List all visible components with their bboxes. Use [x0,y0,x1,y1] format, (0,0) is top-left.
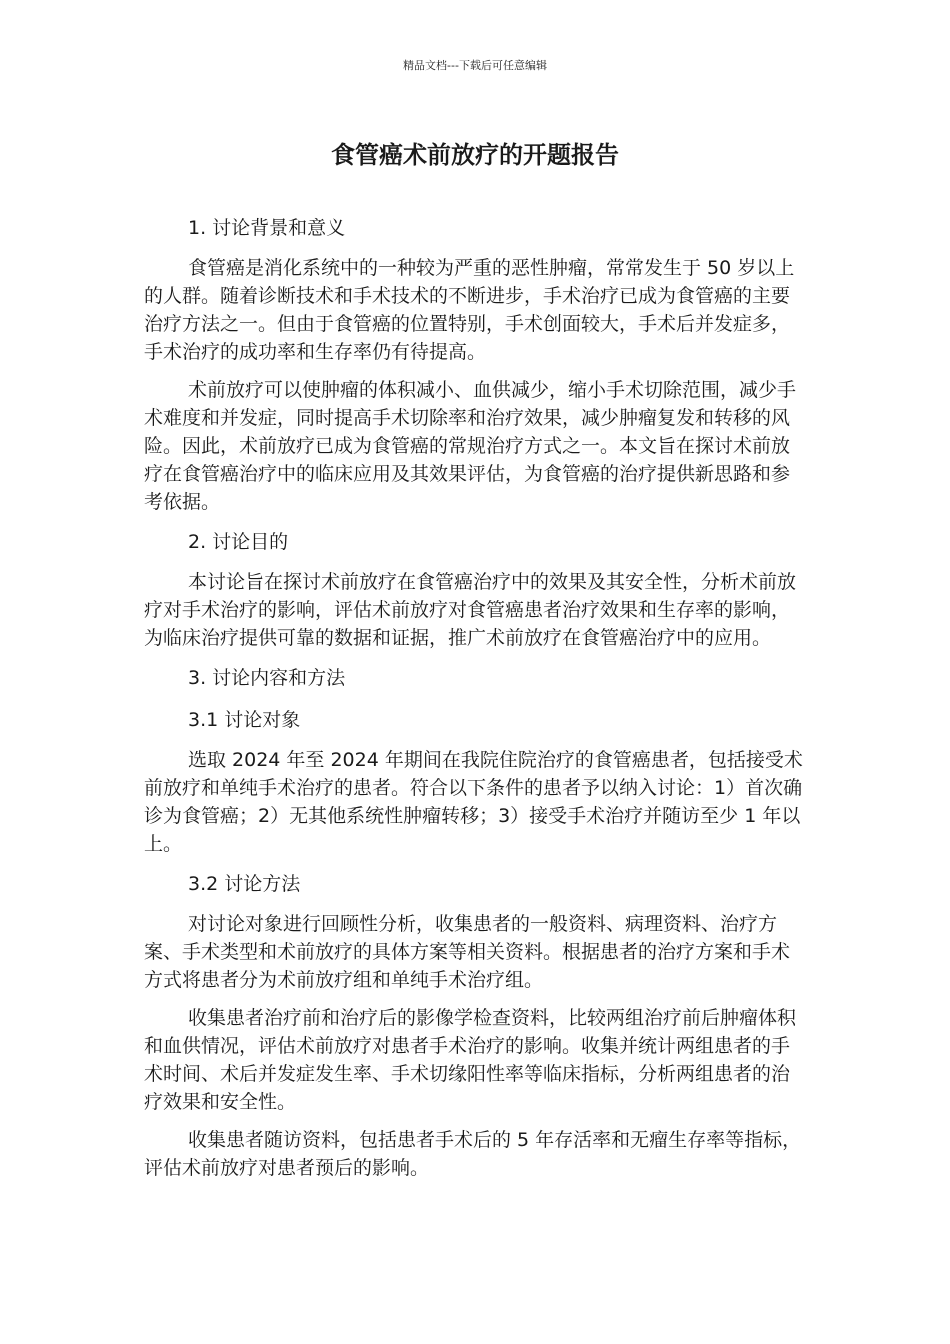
subsection-heading-subjects: 3.1 讨论对象 [188,709,301,731]
paragraph-subjects: 选取 2024 年至 2024 年期间在我院住院治疗的食管癌患者，包括接受术前放疗和单纯手术治疗的患者。符合以下条件的患者予以纳入讨论：1）首次确诊为食管癌；2）无其他系统性肿瘤转移；3）接受手术治疗并随访至少 1 年以上。 [144,749,803,855]
page-header-note: 精品文档---下载后可任意编辑 [403,59,547,72]
section-heading-content-method: 3. 讨论内容和方法 [188,667,346,689]
section-heading-background: 1. 讨论背景和意义 [188,217,346,239]
document-body [144,212,806,1192]
paragraph-methods-1: 对讨论对象进行回顾性分析，收集患者的一般资料、病理资料、治疗方案、手术类型和术前放疗的具体方案等相关资料。根据患者的治疗方案和手术方式将患者分为术前放疗组和单纯手术治疗组。 [144,913,791,991]
paragraph-background-1: 食管癌是消化系统中的一种较为严重的恶性肿瘤，常常发生于 50 岁以上的人群。随着诊断技术和手术技术的不断进步，手术治疗已成为食管癌的主要治疗方法之一。但由于食管癌的位置特别，手术创面较大，手术后并发症多，手术治疗的成功率和生存率仍有待提高。 [144,257,795,363]
subsection-heading-methods: 3.2 讨论方法 [188,873,301,895]
document-title: 食管癌术前放疗的开题报告 [331,141,619,169]
section-heading-purpose: 2. 讨论目的 [188,531,289,553]
paragraph-background-2: 术前放疗可以使肿瘤的体积减小、血供减少，缩小手术切除范围，减少手术难度和并发症，同时提高手术切除率和治疗效果，减少肿瘤复发和转移的风险。因此，术前放疗已成为食管癌的常规治疗方式之一。本文旨在探讨术前放疗在食管癌治疗中的临床应用及其效果评估，为食管癌的治疗提供新思路和参考依据。 [144,379,797,513]
paragraph-methods-2: 收集患者治疗前和治疗后的影像学检查资料，比较两组治疗前后肿瘤体积和血供情况，评估术前放疗对患者手术治疗的影响。收集并统计两组患者的手术时间、术后并发症发生率、手术切缘阳性率等临床指标，分析两组患者的治疗效果和安全性。 [144,1007,797,1113]
paragraph-purpose: 本讨论旨在探讨术前放疗在食管癌治疗中的效果及其安全性，分析术前放疗对手术治疗的影响，评估术前放疗对食管癌患者治疗效果和生存率的影响，为临床治疗提供可靠的数据和证据，推广术前放疗在食管癌治疗中的应用。 [144,571,797,649]
paragraph-methods-3: 收集患者随访资料，包括患者手术后的 5 年存活率和无瘤生存率等指标，评估术前放疗对患者预后的影响。 [144,1129,802,1179]
